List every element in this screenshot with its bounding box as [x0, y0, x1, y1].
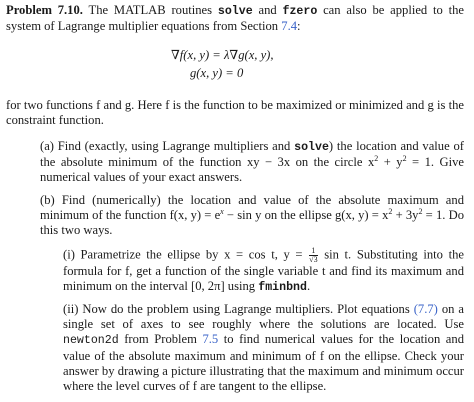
- intro-text-2: can also be applied to the system of Lagrange multiplier equations from Section: [6, 3, 465, 34]
- part-b-i-text-1: Parametrize the ellipse by x = cos t, y =: [80, 247, 303, 262]
- part-b-ii-text-3: from Problem: [124, 332, 197, 347]
- newton2d-command: newton2d: [63, 334, 119, 348]
- part-a-text-4: = 1. Give numerical values of your exact answers.: [40, 155, 464, 185]
- intro-text-1: The MATLAB routines: [88, 3, 213, 17]
- fraction-one-over-root-three: [309, 247, 317, 264]
- part-a: [40, 139, 464, 186]
- intro-and: and: [258, 3, 277, 17]
- part-b: [40, 193, 464, 239]
- part-b-text-4: = 1. Do this two ways.: [40, 208, 464, 238]
- equation-link[interactable]: (7.7): [413, 302, 438, 316]
- problem-link[interactable]: 7.5: [202, 332, 219, 347]
- part-a-exp-2: 2: [402, 154, 407, 164]
- equation-constraint: g(x, y) = 0: [190, 66, 244, 80]
- intro-colon: :: [297, 19, 301, 34]
- part-b-exp-1: 2: [388, 207, 393, 217]
- section-link[interactable]: 7.4: [281, 19, 298, 34]
- fminbnd-command: fminbnd: [258, 281, 307, 295]
- part-b-ii-text-2: on a single set of axes to see roughly where the solutions are located. Use: [63, 302, 465, 332]
- fraction-denominator: √3: [309, 255, 318, 264]
- problem-label: Problem 7.10.: [6, 3, 83, 17]
- part-a-label: (a): [40, 139, 54, 153]
- part-b-i-label: (i): [63, 247, 75, 262]
- part-b-exp-2: 2: [418, 207, 423, 217]
- fraction-numerator: 1: [309, 247, 317, 256]
- part-b-i-text-3: .: [306, 279, 311, 294]
- part-b-ii-text-4: to find numerical values for the location and value of the absolute maximum and minimum of f on the ellipse. Check your answer by drawing a picture illustrating that the maximum and minimum occur where the level curves of f are tangent to the ellipse.: [63, 332, 464, 394]
- part-b-text-3: + 3y: [392, 208, 419, 223]
- fzero-command: fzero: [282, 5, 318, 18]
- problem-after-text: for two functions f and g. Here f is the function to be maximized or minimized and g is the constraint function.: [6, 98, 464, 128]
- part-b-exp-x: x: [220, 207, 224, 217]
- part-b-text-1: Find (numerically) the location and value of the absolute maximum and minimum of the function f(x, y) = e: [40, 193, 464, 223]
- part-a-text-2: ) the location and value of the absolute minimum of the function xy − 3x on the circle x: [40, 139, 464, 170]
- part-a-text-1: Find (exactly, using Lagrange multipliers and: [57, 139, 291, 153]
- part-b-text-2: − sin y on the ellipse g(x, y) = x: [223, 208, 389, 223]
- problem-intro: [6, 3, 464, 34]
- part-a-text-3: + y: [378, 155, 403, 170]
- part-b-ii-label: (ii): [63, 302, 79, 316]
- equation-gradient: ∇f(x, y) = λ∇g(x, y),: [171, 48, 274, 62]
- part-a-exp-1: 2: [374, 154, 379, 164]
- part-a-solve-command: solve: [294, 141, 329, 154]
- part-b-i: [63, 247, 464, 295]
- part-b-i-text-2: sin t. Substituting into the formula for f, get a function of the single variable t and find its maximum and minimum on the interval [0, 2π] using: [63, 247, 464, 294]
- part-b-label: (b): [40, 193, 55, 207]
- part-b-ii-text-1: Now do the problem using Lagrange multipliers. Plot equations: [82, 302, 410, 316]
- part-b-ii: [63, 302, 464, 394]
- solve-command: solve: [217, 5, 253, 18]
